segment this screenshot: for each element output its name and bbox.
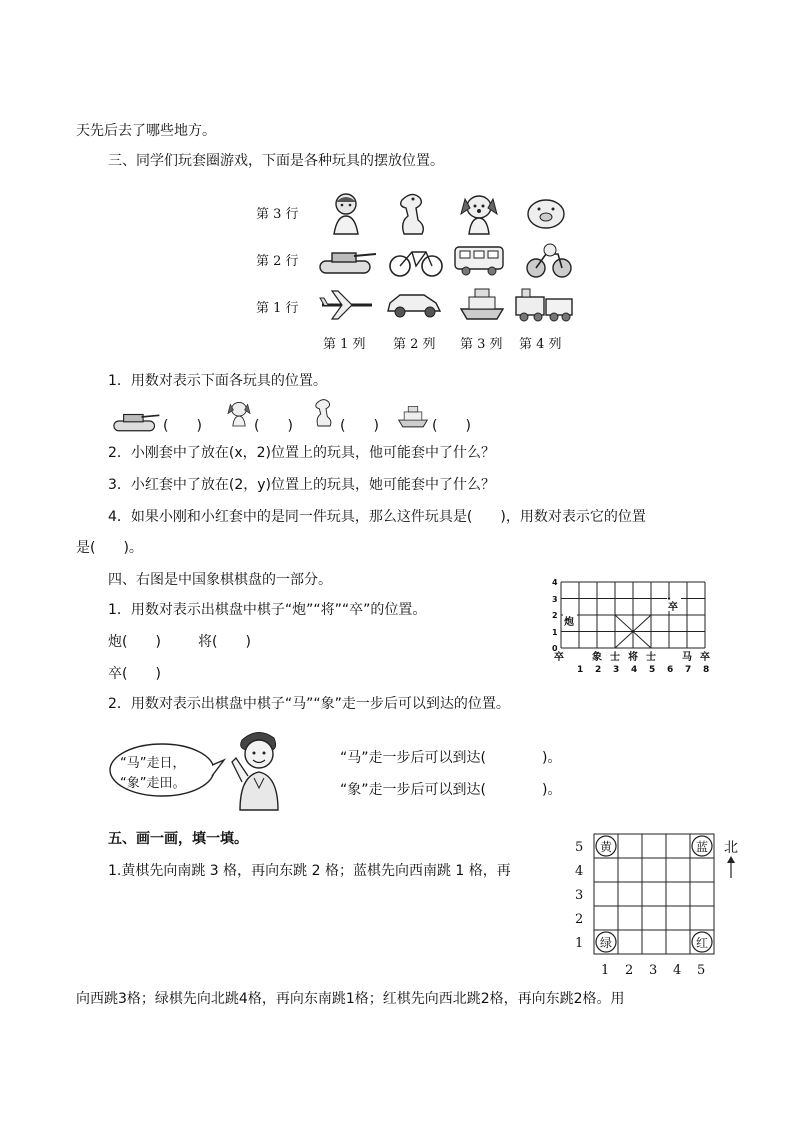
- ship-icon: [457, 283, 507, 323]
- section5-q1-line2: 向西跳3格；绿棋先向北跳4格，再向东南跳1格；红棋先向西北跳2格，再向东跳2格。用: [76, 991, 625, 1007]
- puppy-position-blank[interactable]: ( ): [254, 418, 293, 434]
- col-label-3: 第 3 列: [460, 337, 503, 352]
- y-tick-2: 2: [552, 611, 558, 620]
- green-piece: 绿: [600, 936, 613, 950]
- direction-grid: [570, 828, 750, 982]
- grid-x-5: 5: [697, 963, 706, 978]
- grid-x-4: 4: [673, 963, 682, 978]
- section4-heading: 四、右图是中国象棋棋盘的一部分。: [108, 572, 332, 588]
- doll-icon: [325, 190, 367, 236]
- x-tick-5: 5: [649, 665, 656, 675]
- grid-x-3: 3: [649, 963, 658, 978]
- col-label-4: 第 4 列: [519, 337, 562, 352]
- zu-piece-right: 卒: [700, 652, 710, 663]
- section5-q1-line1: 1.黄棋先向南跳 3 格，再向东跳 2 格；蓝棋先向西南跳 1 格，再: [108, 863, 511, 879]
- red-piece: 红: [696, 936, 709, 950]
- yellow-piece: 黄: [600, 840, 613, 854]
- dinosaur-icon: [392, 190, 434, 236]
- tank-position-blank[interactable]: ( ): [163, 418, 202, 434]
- ma-piece: 马: [682, 652, 692, 663]
- section3-q4-line1: 4．如果小刚和小红套中的是同一件玩具，那么这件玩具是( )，用数对表示它的位置: [108, 509, 646, 525]
- tank-icon: [108, 408, 162, 434]
- train-icon: [512, 285, 576, 323]
- grid-y-4: 4: [575, 864, 584, 879]
- x-tick-2: 2: [595, 665, 602, 675]
- x-tick-4: 4: [631, 665, 638, 675]
- x-tick-8: 8: [703, 665, 710, 675]
- row-label-2: 第 2 行: [256, 254, 299, 269]
- x-tick-1: 1: [577, 665, 584, 675]
- x-tick-7: 7: [685, 665, 692, 675]
- col-label-2: 第 2 列: [393, 337, 436, 352]
- section3-heading: 三、同学们玩套圈游戏，下面是各种玩具的摆放位置。: [108, 153, 444, 169]
- grid-y-2: 2: [575, 912, 584, 927]
- ship-position-blank[interactable]: ( ): [432, 418, 471, 434]
- pao-answer[interactable]: 炮( ): [108, 634, 161, 650]
- section3-q2: 2．小刚套中了放在(x，2)位置上的玩具，他可能套中了什么？: [108, 445, 496, 461]
- bicycle-icon: [388, 244, 444, 278]
- col-label-1: 第 1 列: [323, 337, 366, 352]
- section3-q1: 1．用数对表示下面各玩具的位置。: [108, 373, 327, 389]
- jiang-answer[interactable]: 将( ): [198, 634, 251, 650]
- dinosaur-icon: [310, 394, 338, 430]
- car-icon: [384, 289, 444, 319]
- y-tick-0: 0: [552, 644, 558, 653]
- puppy-icon: [226, 396, 252, 430]
- north-arrow-icon: [727, 856, 735, 878]
- x-tick-6: 6: [667, 665, 674, 675]
- x-tick-3: 3: [613, 665, 620, 675]
- boy-icon: [228, 728, 290, 812]
- ma-reach-answer[interactable]: “马”走一步后可以到达( )。: [340, 750, 562, 766]
- speech-line-1: “马”走日，: [120, 756, 186, 771]
- y-tick-1: 1: [552, 628, 558, 637]
- grid-y-5: 5: [575, 840, 584, 855]
- xiang-reach-answer[interactable]: “象”走一步后可以到达( )。: [340, 782, 562, 798]
- section3-q3: 3．小红套中了放在(2，y)位置上的玩具，她可能套中了什么？: [108, 477, 496, 493]
- airplane-icon: [318, 288, 376, 322]
- speech-line-2: “象”走田。: [120, 776, 186, 791]
- y-tick-3: 3: [552, 595, 558, 604]
- grid-x-2: 2: [625, 963, 634, 978]
- ship-icon: [396, 402, 430, 430]
- shi-piece-right: 士: [646, 652, 656, 663]
- pao-piece: 炮: [564, 617, 574, 628]
- section5-heading: 五、画一画，填一填。: [108, 831, 248, 847]
- intro-line: 天先后去了哪些地方。: [76, 123, 216, 139]
- pig-icon: [524, 195, 568, 233]
- puppy-icon: [458, 190, 500, 236]
- y-tick-4: 4: [552, 578, 558, 587]
- zu-answer[interactable]: 卒( ): [108, 666, 161, 682]
- motorcycle-icon: [526, 240, 572, 280]
- shi-piece-left: 士: [610, 652, 620, 663]
- blue-piece: 蓝: [696, 840, 709, 854]
- row-label-1: 第 1 行: [256, 301, 299, 316]
- grid-x-1: 1: [601, 963, 610, 978]
- section4-q1: 1．用数对表示出棋盘中棋子“炮”“将”“卒”的位置。: [108, 602, 427, 618]
- xiang-piece: 象: [592, 652, 602, 663]
- section3-q4-line2: 是( )。: [76, 540, 143, 556]
- chess-board-diagram: [546, 574, 720, 678]
- section4-q2: 2．用数对表示出棋盘中棋子“马”“象”走一步后可以到达的位置。: [108, 696, 510, 712]
- zu-piece-left: 卒: [554, 652, 564, 663]
- grid-y-1: 1: [575, 936, 584, 951]
- zu-piece-top: 卒: [668, 602, 678, 613]
- north-label: 北: [724, 840, 738, 856]
- bus-icon: [452, 243, 506, 277]
- dinosaur-position-blank[interactable]: ( ): [340, 418, 379, 434]
- row-label-3: 第 3 行: [256, 207, 299, 222]
- jiang-piece: 将: [628, 652, 638, 663]
- grid-y-3: 3: [575, 888, 584, 903]
- tank-icon: [314, 245, 378, 277]
